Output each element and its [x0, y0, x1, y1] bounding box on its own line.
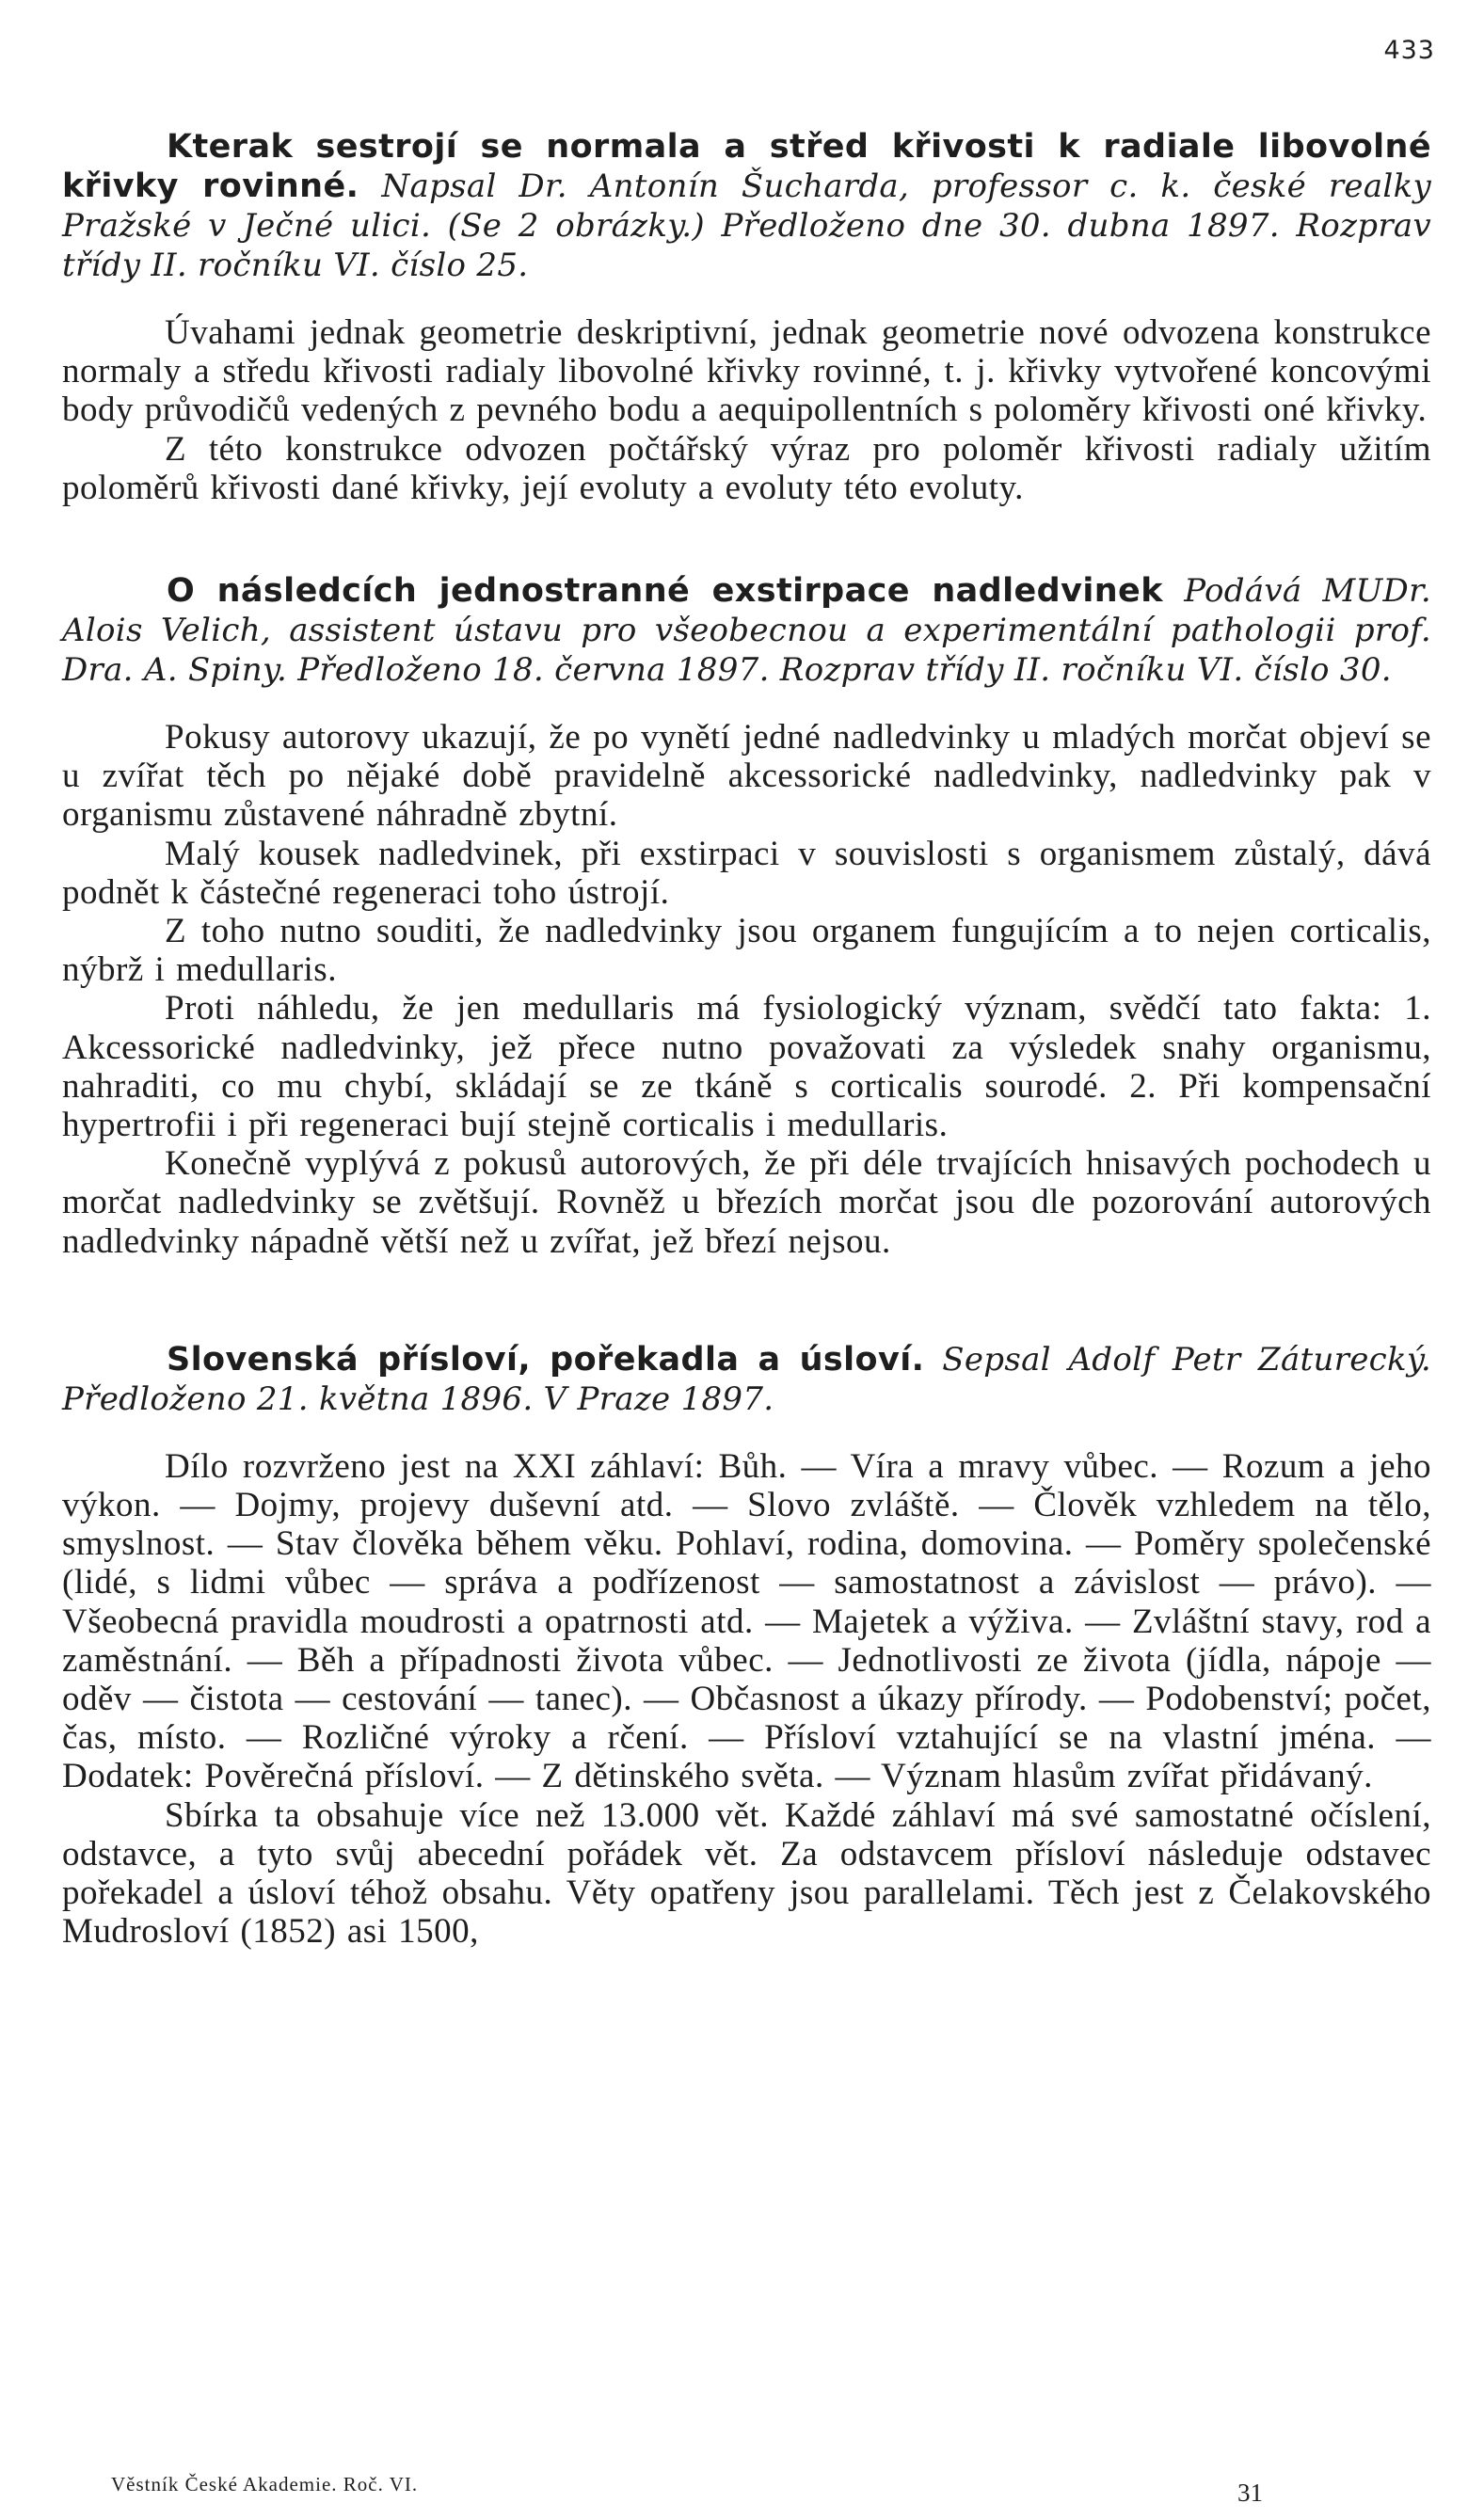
article-title: Kterak sestrojí se normala a střed křivosti k radiale libovolné křivky rovinné.	[62, 128, 1431, 205]
article-heading	[62, 571, 1431, 690]
article-paragraph: Úvahami jednak geometrie deskriptivní, jednak geometrie nové odvozena konstrukce normaly a středu křivosti radialy libovolné křivky rovinné, t. j. křivky vytvořené koncovými body průvodičů vedených z pevného bodu a aequipollentních s poloměry křivosti oné křivky.	[62, 313, 1431, 430]
article-normala	[62, 127, 1431, 507]
journal-footer: Věstník České Akademie. Roč. VI.	[111, 2473, 419, 2495]
page-content	[62, 127, 1431, 1952]
article-paragraph: Proti náhledu, že jen medullaris má fysiologický význam, svědčí tato fakta: 1. Akcessorické nadledvinky, jež přece nutno považovati za výsledek snahy organismu, nahraditi, co mu chybí, skládají se ze tkáně s corticalis sourodé. 2. Při kompensační hypertrofii i při regeneraci bují stejně corticalis i medullaris.	[62, 989, 1431, 1145]
article-title: O následcích jednostranné exstirpace nadledvinek	[167, 572, 1163, 611]
article-nadledvinky	[62, 571, 1431, 1261]
article-prislovi	[62, 1340, 1431, 1952]
article-byline: Napsal Dr. Antonín Šucharda, professor c. k. české realky Pražské v Ječné ulici. (Se 2 obrázky.) Předloženo dne 30. dubna 1897. Rozprav třídy II. ročníku VI. číslo 25.	[62, 167, 1431, 284]
article-heading	[62, 1340, 1431, 1419]
page-number: 433	[1383, 36, 1435, 65]
article-paragraph: Z toho nutno souditi, že nadledvinky jsou organem fungujícím a to nejen corticalis, nýbrž i medullaris.	[62, 912, 1431, 990]
article-paragraph: Pokusy autorovy ukazují, že po vynětí jedné nadledvinky u mladých morčat objeví se u zvířat těch po nějaké době pravidelně akcessorické nadledvinky, nadledvinky pak v organismu zůstavené náhradně zbytní.	[62, 718, 1431, 835]
article-paragraph: Dílo rozvrženo jest na XXI záhlaví: Bůh. — Víra a mravy vůbec. — Rozum a jeho výkon. — Dojmy, projevy duševní atd. — Slovo zvláště. — Člověk vzhledem na tělo, smyslnost. — Stav člověka během věku. Pohlaví, rodina, domovina. — Poměry společenské (lidé, s lidmi vůbec — správa a podřízenost — samostatnost a závislost — právo). — Všeobecná pravidla moudrosti a opatrnosti atd. — Majetek a výživa. — Zvláštní stavy, rod a zaměstnání. — Běh a případnosti života vůbec. — Jednotlivosti ze života (jídla, nápoje — oděv — čistota — cestování — tanec). — Občasnost a úkazy přírody. — Podobenství; počet, čas, místo. — Rozličné výroky a rčení. — Přísloví vztahující se na vlastní jména. — Dodatek: Pověrečná přísloví. — Z dětinského světa. — Význam hlasům zvířat přidávaný.	[62, 1446, 1431, 1796]
article-byline: Podává MUDr. Alois Velich, assistent ústavu pro všeobecnou a experimentální pathologii prof. Dra. A. Spiny. Předloženo 18. června 1897. Rozprav třídy II. ročníku VI. číslo 30.	[62, 572, 1431, 690]
article-paragraph: Z této konstrukce odvozen počtářský výraz pro poloměr křivosti radialy užitím poloměrů křivosti dané křivky, její evoluty a evoluty této evoluty.	[62, 429, 1431, 507]
article-paragraph: Sbírka ta obsahuje více než 13.000 vět. Každé záhlaví má své samostatné očíslení, odstavce, a tyto svůj abecední pořádek vět. Za odstavcem přísloví následuje odstavec pořekadel a úsloví téhož obsahu. Věty opatřeny jsou parallelami. Těch jest z Čelakovského Mudrosloví (1852) asi 1500,	[62, 1795, 1431, 1952]
article-title: Slovenská přísloví, pořekadla a úsloví.	[167, 1340, 925, 1379]
article-heading	[62, 127, 1431, 285]
signature-mark: 31	[1237, 2479, 1263, 2507]
article-paragraph: Konečně vyplývá z pokusů autorových, že při déle trvajících hnisavých pochodech u morčat nadledvinky se zvětšují. Rovněž u březích morčat jsou dle pozorování autorových nadledvinky nápadně větší než u zvířat, jež březí nejsou.	[62, 1144, 1431, 1261]
article-byline: Sepsal Adolf Petr Záturecký. Předloženo 21. května 1896. V Praze 1897.	[62, 1340, 1431, 1418]
article-paragraph: Malý kousek nadledvinek, při exstirpaci v souvislosti s organismem zůstalý, dává podnět k částečné regeneraci toho ústrojí.	[62, 834, 1431, 912]
